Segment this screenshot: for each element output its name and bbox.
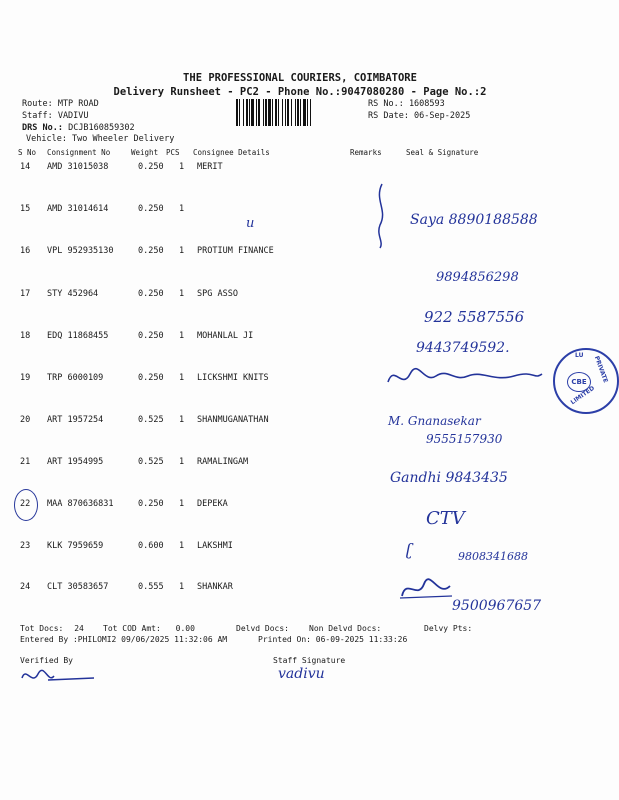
row-sno: 17 bbox=[20, 289, 31, 299]
row-consignee: LAKSHMI bbox=[197, 541, 233, 551]
stamp-right-text: PRIVATE bbox=[592, 355, 609, 384]
total-cod bbox=[103, 624, 195, 633]
row-pcs: 1 bbox=[179, 582, 185, 592]
row-weight: 0.250 bbox=[138, 499, 164, 509]
row-consignee: SHANKAR bbox=[197, 582, 233, 592]
row-pcs: 1 bbox=[179, 246, 185, 256]
drs-label: DRS No.: bbox=[22, 123, 63, 133]
staff-label: Staff: VADIVU bbox=[22, 111, 89, 121]
entered-by: Entered By :PHILOMI2 09/06/2025 11:32:06 AM bbox=[20, 635, 228, 644]
verified-by-label: Verified By bbox=[20, 656, 73, 665]
row-consignee: MOHANLAL JI bbox=[197, 331, 254, 341]
row-weight: 0.525 bbox=[138, 415, 164, 425]
total-docs-value: 24 bbox=[74, 624, 84, 633]
barcode bbox=[236, 99, 364, 126]
column-signature: Seal & Signature bbox=[406, 148, 479, 157]
drs-value: DCJB160859302 bbox=[68, 123, 135, 133]
stamp-bottom-text: LIMITED bbox=[569, 384, 596, 407]
route-label: Route: MTP ROAD bbox=[22, 99, 99, 109]
row-consignment: KLK 7959659 bbox=[47, 541, 104, 551]
barcode-bar bbox=[311, 99, 313, 126]
column-sno: S No bbox=[18, 148, 37, 157]
row-pcs: 1 bbox=[179, 457, 185, 467]
stamp-top-text: LU bbox=[575, 352, 584, 359]
row-weight: 0.555 bbox=[138, 582, 164, 592]
row-sno: 24 bbox=[20, 582, 31, 592]
rs-number: RS No.: 1608593 bbox=[368, 99, 445, 109]
row-weight: 0.250 bbox=[138, 162, 164, 172]
row-sno: 16 bbox=[20, 246, 31, 256]
row15-mark: u bbox=[246, 216, 255, 231]
column-remarks: Remarks bbox=[350, 148, 382, 157]
row-sno: 22 bbox=[20, 499, 31, 509]
row-pcs: 1 bbox=[179, 415, 185, 425]
row-sno: 19 bbox=[20, 373, 31, 383]
stamp-center-text: CBE bbox=[567, 372, 591, 392]
row-sno: 18 bbox=[20, 331, 31, 341]
drs-number bbox=[22, 123, 135, 133]
column-weight: Weight bbox=[131, 148, 159, 157]
row22-signature: CTV bbox=[426, 508, 465, 529]
row-consignment: AMD 31015038 bbox=[47, 162, 109, 172]
row-pcs: 1 bbox=[179, 373, 185, 383]
row-consignment: MAA 870636831 bbox=[47, 499, 114, 509]
total-cod-label: Tot COD Amt: bbox=[103, 624, 161, 633]
row-pcs: 1 bbox=[179, 204, 185, 214]
row-pcs: 1 bbox=[179, 331, 185, 341]
table-row bbox=[0, 415, 600, 457]
row-weight: 0.600 bbox=[138, 541, 164, 551]
row-sno: 23 bbox=[20, 541, 31, 551]
row23-signature-mark: ʗ bbox=[406, 540, 413, 559]
row20-signature-name: M. Gnanasekar bbox=[388, 414, 481, 428]
row-consignee: DEPEKA bbox=[197, 499, 228, 509]
vehicle-label: Vehicle: Two Wheeler Delivery bbox=[26, 134, 175, 144]
total-docs-label: Tot Docs: bbox=[20, 624, 64, 633]
row-pcs: 1 bbox=[179, 499, 185, 509]
table-row bbox=[0, 162, 600, 204]
row-weight: 0.250 bbox=[138, 204, 164, 214]
total-docs bbox=[20, 624, 84, 633]
row-consignment: VPL 952935130 bbox=[47, 246, 114, 256]
row18-signature: 9443749592. bbox=[416, 340, 510, 356]
row24-signature-scribble bbox=[396, 574, 456, 604]
row-weight: 0.250 bbox=[138, 373, 164, 383]
row24-signature: 9500967657 bbox=[452, 598, 542, 614]
row-consignment: AMD 31014614 bbox=[47, 204, 109, 214]
total-cod-value: 0.00 bbox=[175, 624, 195, 633]
column-consignment: Consignment No bbox=[47, 148, 111, 157]
row-22-circle-mark bbox=[14, 489, 38, 521]
row-consignee: SPG ASSO bbox=[197, 289, 238, 299]
row23-signature: 9808341688 bbox=[458, 550, 528, 563]
row-consignee: MERIT bbox=[197, 162, 223, 172]
verified-by-signature bbox=[18, 664, 98, 690]
row-sno: 14 bbox=[20, 162, 31, 172]
row-pcs: 1 bbox=[179, 162, 185, 172]
rs-date: RS Date: 06-Sep-2025 bbox=[368, 111, 471, 121]
printed-on: Printed On: 06-09-2025 11:33:26 bbox=[258, 635, 408, 644]
staff-signature-hand: vadivu bbox=[278, 666, 325, 682]
row15-signature: Saya 8890188588 bbox=[410, 212, 538, 228]
row-consignment: TRP 6000109 bbox=[47, 373, 104, 383]
column-consignee: Consignee Details bbox=[193, 148, 270, 157]
table-row bbox=[0, 457, 600, 499]
row-weight: 0.250 bbox=[138, 331, 164, 341]
row-sno: 15 bbox=[20, 204, 31, 214]
remarks-bracket-mark bbox=[370, 180, 400, 250]
row-consignment: EDQ 11868455 bbox=[47, 331, 109, 341]
row-pcs: 1 bbox=[179, 289, 185, 299]
row-weight: 0.525 bbox=[138, 457, 164, 467]
row-consignment: STY 452964 bbox=[47, 289, 99, 299]
row21-signature: Gandhi 9843435 bbox=[390, 470, 508, 486]
row17-signature: 922 5587556 bbox=[424, 308, 525, 326]
row-consignee: PROTIUM FINANCE bbox=[197, 246, 274, 256]
row20-signature-number: 9555157930 bbox=[426, 432, 503, 446]
row16-signature: 9894856298 bbox=[436, 270, 519, 285]
column-pcs: PCS bbox=[166, 148, 180, 157]
row19-signature bbox=[384, 362, 544, 392]
delivery-points: Delvy Pts: bbox=[424, 624, 473, 633]
row-consignment: CLT 30583657 bbox=[47, 582, 109, 592]
row-pcs: 1 bbox=[179, 541, 185, 551]
row-sno: 21 bbox=[20, 457, 31, 467]
document-subtitle: Delivery Runsheet - PC2 - Phone No.:9047080280 - Page No.:2 bbox=[113, 86, 487, 98]
document-title: THE PROFESSIONAL COURIERS, COIMBATORE bbox=[183, 72, 417, 84]
row-consignee: LICKSHMI KNITS bbox=[197, 373, 269, 383]
non-delivered-docs: Non Delvd Docs: bbox=[309, 624, 382, 633]
row-weight: 0.250 bbox=[138, 246, 164, 256]
staff-signature-label: Staff Signature bbox=[273, 656, 346, 665]
table-row bbox=[0, 499, 600, 541]
row-sno: 20 bbox=[20, 415, 31, 425]
row-consignment: ART 1957254 bbox=[47, 415, 104, 425]
row-consignee: SHANMUGANATHAN bbox=[197, 415, 269, 425]
row-consignee: RAMALINGAM bbox=[197, 457, 249, 467]
row-weight: 0.250 bbox=[138, 289, 164, 299]
row-consignment: ART 1954995 bbox=[47, 457, 104, 467]
company-seal-stamp bbox=[553, 348, 619, 414]
delivered-docs: Delvd Docs: bbox=[236, 624, 289, 633]
